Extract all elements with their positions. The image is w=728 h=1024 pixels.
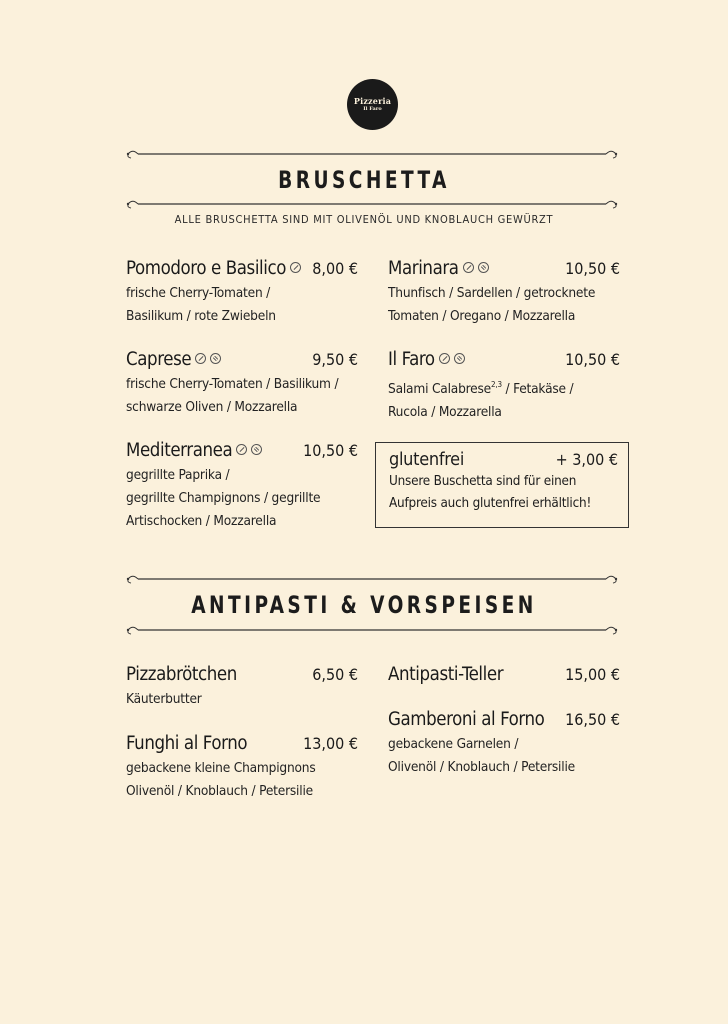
item-description: frische Cherry-Tomaten / Basilikum / rote Zwiebeln <box>126 285 276 324</box>
item-name: Caprese <box>126 349 221 370</box>
section-title-bruschetta: BRUSCHETTA <box>278 166 450 194</box>
item-description: Thunfisch / Sardellen / getrocknete Tomaten / Oregano / Mozzarella <box>388 285 596 324</box>
restaurant-logo <box>347 79 398 130</box>
cheese-icon <box>210 353 221 364</box>
item-description: Käuterbutter <box>126 691 202 707</box>
ornamental-rule <box>124 198 620 210</box>
vegetarian-icon <box>290 262 301 273</box>
item-price: 15,00 € <box>565 665 620 684</box>
vegetarian-icon <box>236 444 247 455</box>
section-title-antipasti: ANTIPASTI & VORSPEISEN <box>191 591 537 619</box>
item-name: Funghi al Forno <box>126 733 248 754</box>
vegetarian-icon <box>463 262 474 273</box>
menu-item-pomodoro <box>126 258 358 328</box>
item-name: Pomodoro e Basilico <box>126 258 301 279</box>
menu-item-mediterranea <box>126 440 358 533</box>
menu-item-funghi <box>126 733 358 803</box>
item-name: Marinara <box>388 258 489 279</box>
menu-item-marinara <box>388 258 620 328</box>
item-price: 16,50 € <box>565 710 620 729</box>
ornamental-rule <box>124 573 620 585</box>
item-price: 13,00 € <box>303 734 358 753</box>
item-name: glutenfrei <box>389 449 465 470</box>
item-price: + 3,00 € <box>555 450 618 469</box>
cheese-icon <box>478 262 489 273</box>
vegetarian-icon <box>439 353 450 364</box>
vegetarian-icon <box>195 353 206 364</box>
glutenfree-notice <box>375 442 629 528</box>
item-description: frische Cherry-Tomaten / Basilikum / schwarze Oliven / Mozzarella <box>126 376 339 415</box>
item-name: Antipasti-Teller <box>388 664 504 685</box>
item-name: Il Faro <box>388 349 465 370</box>
menu-item-pizzabroetchen <box>126 664 358 711</box>
menu-item-antipasti-teller <box>388 664 620 686</box>
item-price: 10,50 € <box>565 259 620 278</box>
item-price: 10,50 € <box>565 350 620 369</box>
logo-line-1: Pizzeria <box>353 96 392 106</box>
logo-line-2: Il Faro <box>363 106 382 112</box>
menu-item-caprese <box>126 349 358 419</box>
item-price: 6,50 € <box>312 665 358 684</box>
menu-item-gamberoni <box>388 709 620 779</box>
section-subtitle: ALLE BRUSCHETTA SIND MIT OLIVENÖL UND KNOBLAUCH GEWÜRZT <box>174 213 554 226</box>
item-price: 10,50 € <box>303 441 358 460</box>
item-description: Unsere Buschetta sind für einen Aufpreis auch glutenfrei erhältlich! <box>389 474 592 511</box>
item-description: Salami Calabrese$^{2,3}$ / Fetakäse / Rucola / Mozzarella <box>388 380 574 420</box>
item-name: Gamberoni al Forno <box>388 709 545 730</box>
allergen-note: 2,3 <box>491 380 502 389</box>
menu-item-il-faro <box>388 349 620 424</box>
item-price: 8,00 € <box>312 259 358 278</box>
item-name: Pizzabrötchen <box>126 664 237 685</box>
item-description: gegrillte Paprika / gegrillte Champignons / gegrillte Artischocken / Mozzarella <box>126 467 321 529</box>
cheese-icon <box>454 353 465 364</box>
item-description: gebackene kleine Champignons Olivenöl / Knoblauch / Petersilie <box>126 760 316 799</box>
item-name: Mediterranea <box>126 440 262 461</box>
cheese-icon <box>251 444 262 455</box>
ornamental-rule <box>124 148 620 160</box>
ornamental-rule <box>124 624 620 636</box>
item-description: gebackene Garnelen / Olivenöl / Knoblauch / Petersilie <box>388 736 575 775</box>
item-price: 9,50 € <box>312 350 358 369</box>
